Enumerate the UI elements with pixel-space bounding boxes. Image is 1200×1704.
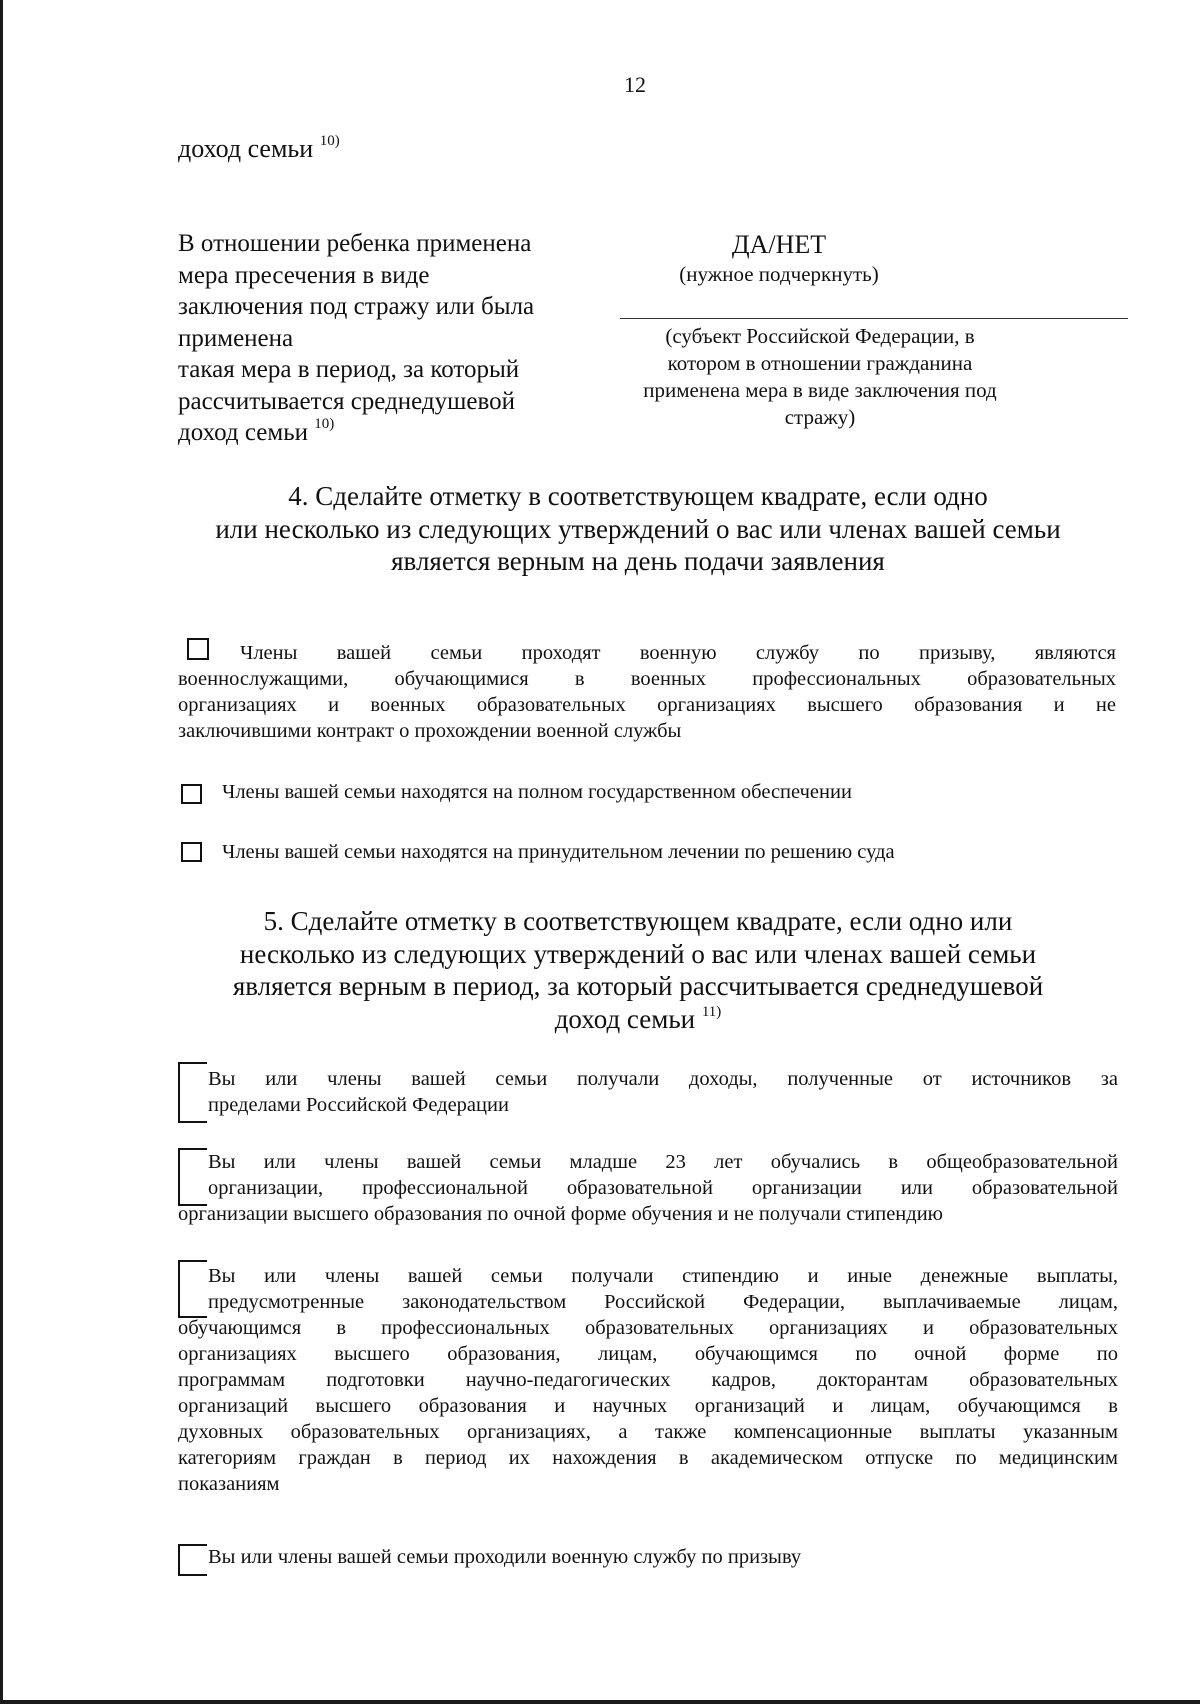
caption-line: применена мера в виде заключения под xyxy=(643,378,997,402)
option-line: пределами Российской Федерации xyxy=(208,1094,509,1116)
option-line: категориям граждан в период их нахождения в академическом отпуске по медицинским xyxy=(178,1447,1118,1469)
page-number: 12 xyxy=(624,72,646,97)
caption-line: (субъект Российской Федерации, в xyxy=(665,324,975,348)
option-foreign-income xyxy=(208,1066,1118,1118)
option-state-support: Члены вашей семьи находятся на полном государственном обеспечении xyxy=(222,781,852,803)
heading-line-content: доход семьи xyxy=(554,1003,696,1034)
heading-line: 4. Сделайте отметку в соответствующем квадрате, если одно xyxy=(288,481,988,511)
checkbox-foreign-income[interactable] xyxy=(178,1062,207,1123)
option-line: Вы или члены вашей семьи младше 23 лет обучались в общеобразовательной xyxy=(208,1151,1118,1173)
subject-input-line[interactable] xyxy=(620,318,1128,319)
option-line: программам подготовки научно-педагогических кадров, докторантам образовательных xyxy=(178,1369,1118,1391)
checkbox-state-support[interactable] xyxy=(181,784,202,804)
option-stipend-received xyxy=(178,1263,1118,1497)
option-line: Вы или члены вашей семьи получали стипендию и иные денежные выплаты, xyxy=(208,1265,1118,1287)
option-line: организаций высшего образования и научных организаций и лицам, обучающимся в xyxy=(178,1395,1118,1417)
option-line: Вы или члены вашей семьи получали доходы, полученные от источников за xyxy=(208,1068,1118,1090)
heading-line: 5. Сделайте отметку в соответствующем квадрате, если одно или xyxy=(263,906,1013,936)
income-label xyxy=(178,134,340,164)
footnote-ref: 10) xyxy=(314,416,335,432)
section-5-heading xyxy=(178,905,1098,1035)
option-military-service xyxy=(178,640,1116,744)
text-line: мера пресечения в виде xyxy=(178,261,430,289)
option-line: организациях высшего образования, лицам, обучающимся по очной форме по xyxy=(178,1343,1118,1365)
heading-line: или несколько из следующих утверждений о вас или членах вашей семьи xyxy=(215,513,1061,544)
text-line: такая мера в период, за который xyxy=(178,356,520,383)
option-line: военнослужащими, обучающимися в военных профессиональных образовательных xyxy=(178,668,1116,690)
option-line: Члены вашей семьи проходят военную службу по призыву, являются xyxy=(240,642,1116,664)
text-line xyxy=(178,417,598,449)
option-line: предусмотренные законодательством Российской Федерации, выплачиваемые лицам, xyxy=(208,1291,1118,1313)
footnote-ref: 11) xyxy=(701,1003,722,1020)
checkbox-compulsory-treatment[interactable] xyxy=(181,842,202,862)
yes-no-answer[interactable]: ДА/НЕТ xyxy=(731,230,827,259)
option-line: организации, профессиональной образовательной организации или образовательной xyxy=(208,1177,1118,1199)
option-line: организации высшего образования по очной форме обучения и не получали стипендию xyxy=(178,1203,943,1225)
preventive-measure-question xyxy=(178,228,598,449)
text-line: применена xyxy=(178,324,294,352)
yes-no-hint: (нужное подчеркнуть) xyxy=(679,262,879,286)
footnote-ref: 10) xyxy=(319,133,340,149)
subject-caption xyxy=(600,323,1040,431)
text-line: В отношении ребенка применена xyxy=(178,230,532,257)
option-line: духовных образовательных организациях, а также компенсационные выплаты указанным xyxy=(178,1421,1118,1443)
heading-line xyxy=(178,1003,1098,1036)
option-conscription: Вы или члены вашей семьи проходили военную службу по призыву xyxy=(208,1546,802,1568)
caption-line: стражу) xyxy=(784,405,856,429)
caption-line: котором в отношении гражданина xyxy=(667,351,973,375)
income-label-text: доход семьи xyxy=(178,134,314,163)
heading-line: является верным на день подачи заявления xyxy=(391,546,885,576)
section-4-heading xyxy=(178,480,1098,578)
heading-line: несколько из следующих утверждений о вас или членах вашей семьи xyxy=(239,938,1037,969)
option-line: обучающимся в профессиональных образовательных организациях и образовательных xyxy=(178,1317,1118,1339)
option-compulsory-treatment: Члены вашей семьи находятся на принудительном лечении по решению суда xyxy=(222,841,895,863)
page-left-edge xyxy=(0,0,3,1704)
text-line: заключения под стражу или была xyxy=(178,293,535,320)
page-bottom-edge xyxy=(0,1700,1200,1704)
text-line: рассчитывается среднедушевой xyxy=(178,387,516,415)
option-line: организациях и военных образовательных организациях высшего образования и не xyxy=(178,694,1116,716)
option-line: заключившими контракт о прохождении военной службы xyxy=(178,720,682,742)
heading-line: является верным в период, за который рассчитывается среднедушевой xyxy=(232,971,1044,1001)
option-line: показаниям xyxy=(178,1473,280,1495)
text-line-content: доход семьи xyxy=(178,419,308,446)
checkbox-conscription[interactable] xyxy=(178,1544,207,1576)
option-students-no-stipend xyxy=(178,1149,1118,1227)
